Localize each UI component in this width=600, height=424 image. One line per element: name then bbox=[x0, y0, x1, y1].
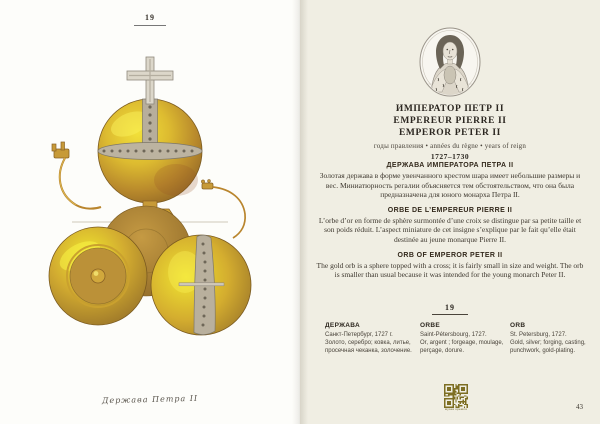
section-body-fr: L’orbe d’or en forme de sphère surmontée d’une croix se distingue par sa petite taille et son poids réduit. L’aspect miniature de cet insigne s’explique par le fait qu’elle était destinée au jeune monarque Pierre II. bbox=[318, 215, 582, 244]
col-heading-ru: ДЕРЖАВА bbox=[325, 322, 360, 329]
section-russian bbox=[315, 162, 585, 200]
reign-years: 1727–1730 bbox=[430, 152, 470, 161]
col-line: perçage, dorure. bbox=[420, 348, 465, 355]
provenance-column-en bbox=[510, 322, 594, 356]
description-sections bbox=[315, 162, 585, 287]
catalog-number bbox=[300, 297, 600, 315]
handwritten-caption: Держава Петра II bbox=[101, 393, 199, 406]
qr-code bbox=[444, 384, 468, 408]
provenance-column-fr bbox=[420, 322, 506, 356]
right-clasp-fitting bbox=[201, 180, 245, 238]
col-line: Saint-Pétersbourg, 1727. bbox=[420, 332, 487, 338]
peter-ii-portrait-icon bbox=[418, 26, 482, 98]
col-line: Or, argent ; forgeage, moulage, bbox=[420, 340, 504, 347]
section-body-en: The gold orb is a sphere topped with a cross; it is fairly small in size and weight. The orb is smaller than usual because it was intended for the young monarch Peter II. bbox=[316, 260, 584, 280]
qr-block bbox=[444, 384, 468, 414]
col-line: Золото, серебро; ковка, литье, bbox=[325, 340, 411, 347]
portrait-medallion bbox=[418, 26, 482, 98]
emperor-titles bbox=[300, 103, 600, 161]
page-number: 43 bbox=[576, 403, 583, 411]
col-line: просечная чеканка, золочение. bbox=[325, 348, 412, 355]
section-body-ru: Золотая держава в форме увенчанного крестом шара имеет небольшие размеры и вес. Миниатюрность регалии объясняется тем обстоятельством, что она была предназначена для юного монарха Петра II. bbox=[319, 171, 581, 200]
title-fr: EMPEREUR PIERRE II bbox=[393, 116, 507, 126]
section-heading-fr: ORBE DE L’EMPEREUR PIERRE II bbox=[387, 206, 513, 214]
title-en: EMPEROR PETER II bbox=[399, 128, 501, 138]
section-heading-en: ORB OF EMPEROR PETER II bbox=[397, 251, 503, 259]
right-page bbox=[300, 0, 600, 424]
cross bbox=[127, 57, 173, 104]
title-ru: ИМПЕРАТОР ПЕТР II bbox=[395, 104, 505, 114]
section-french bbox=[315, 207, 585, 245]
section-english bbox=[315, 252, 585, 280]
col-heading-en: ORB bbox=[510, 322, 526, 329]
reign-label: годы правления • années du règne • years of reign bbox=[373, 142, 527, 150]
col-line: Санкт-Петербург, 1727 г. bbox=[325, 332, 393, 338]
figure-number: 19 bbox=[134, 13, 166, 26]
col-heading-fr: ORBE bbox=[420, 322, 440, 329]
left-key-fitting bbox=[52, 142, 101, 209]
sphere-right bbox=[151, 235, 251, 335]
col-line: Gold, silver; forging, casting, bbox=[510, 340, 586, 347]
orb-main bbox=[98, 99, 202, 203]
qr-caption: музеи кремля bbox=[444, 408, 468, 411]
catalog-number-value: 19 bbox=[432, 303, 468, 315]
col-line: punchwork, gold-plating. bbox=[510, 348, 576, 355]
provenance-column-ru bbox=[325, 322, 415, 356]
section-heading-ru: ДЕРЖАВА ИМПЕРАТОРА ПЕТРА II bbox=[386, 162, 514, 169]
disc-left bbox=[49, 227, 147, 325]
col-line: St. Petersburg, 1727. bbox=[510, 332, 567, 338]
